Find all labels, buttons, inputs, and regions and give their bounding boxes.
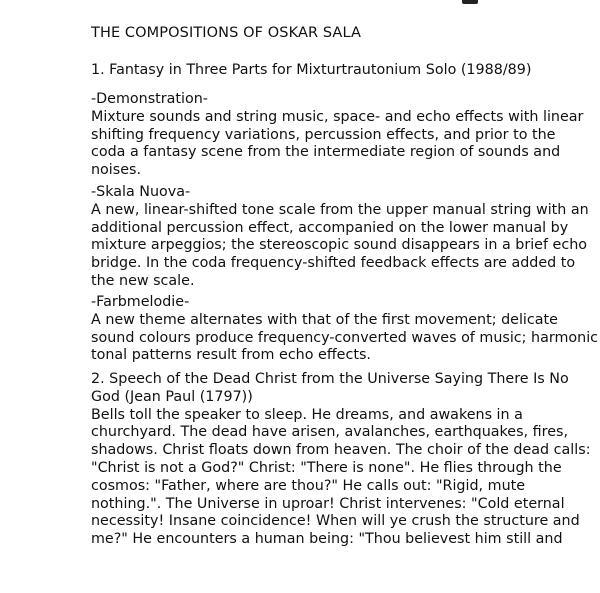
section-2-heading-line: God (Jean Paul (1797)) bbox=[91, 388, 253, 405]
section-1-heading: 1. Fantasy in Three Parts for Mixturtrautonium Solo (1988/89) bbox=[91, 62, 532, 78]
demonstration-section bbox=[91, 91, 584, 180]
skala-nuova-line: bridge. In the coda frequency-shifted feedback effects are added to bbox=[91, 255, 576, 272]
farbmelodie-heading: -Farbmelodie- bbox=[91, 294, 190, 310]
section-2-line: shadows. Christ floats down from heaven. The choir of the dead calls: bbox=[91, 442, 591, 459]
section-2-line: "Christ is not a God?" Christ: "There is none". He flies through the bbox=[91, 459, 562, 476]
section-2 bbox=[91, 371, 591, 549]
page-title: THE COMPOSITIONS OF OSKAR SALA bbox=[91, 25, 361, 41]
section-2-line: nothing.". The Universe in uproar! Christ intervenes: "Cold eternal bbox=[91, 495, 565, 512]
demonstration-line: Mixture sounds and string music, space- and echo effects with linear bbox=[91, 108, 584, 125]
skala-nuova-line: A new, linear-shifted tone scale from the upper manual string with an bbox=[91, 201, 589, 218]
skala-nuova-section bbox=[91, 184, 589, 291]
skala-nuova-line: mixture arpeggios; the stereoscopic sound disappears in a brief echo bbox=[91, 237, 588, 254]
section-1-heading-block bbox=[91, 62, 561, 80]
section-2-heading-line: 2. Speech of the Dead Christ from the Universe Saying There Is No bbox=[91, 371, 569, 387]
farbmelodie-line: sound colours produce frequency-converted waves of music; harmonic bbox=[91, 329, 599, 346]
demonstration-heading: -Demonstration- bbox=[91, 91, 208, 107]
skala-nuova-heading: -Skala Nuova- bbox=[91, 184, 191, 200]
page-corner-mark bbox=[462, 0, 478, 4]
skala-nuova-line: the new scale. bbox=[91, 272, 195, 289]
farbmelodie-section bbox=[91, 294, 599, 365]
demonstration-line: shifting frequency variations, percussion effects, and prior to the bbox=[91, 126, 556, 143]
section-2-line: cosmos: "Father, where are thou?" He calls out: "Rigid, mute bbox=[91, 477, 526, 494]
section-2-line: necessity! Insane coincidence! When will ye crush the structure and bbox=[91, 513, 580, 530]
section-2-line: me?" He encounters a human being: "Thou believest him still and bbox=[91, 531, 563, 548]
section-2-line: Bells toll the speaker to sleep. He dreams, and awakens in a bbox=[91, 406, 523, 423]
farbmelodie-line: A new theme alternates with that of the first movement; delicate bbox=[91, 311, 558, 328]
demonstration-line: noises. bbox=[91, 162, 142, 179]
demonstration-line: coda a fantasy scene from the intermediate region of sounds and bbox=[91, 144, 561, 161]
section-2-line: churchyard. The dead have arisen, avalanches, earthquakes, fires, bbox=[91, 424, 568, 441]
farbmelodie-line: tonal patterns result from echo effects. bbox=[91, 347, 371, 364]
skala-nuova-line: additional percussion effect, accompanied on the lower manual by bbox=[91, 219, 569, 236]
